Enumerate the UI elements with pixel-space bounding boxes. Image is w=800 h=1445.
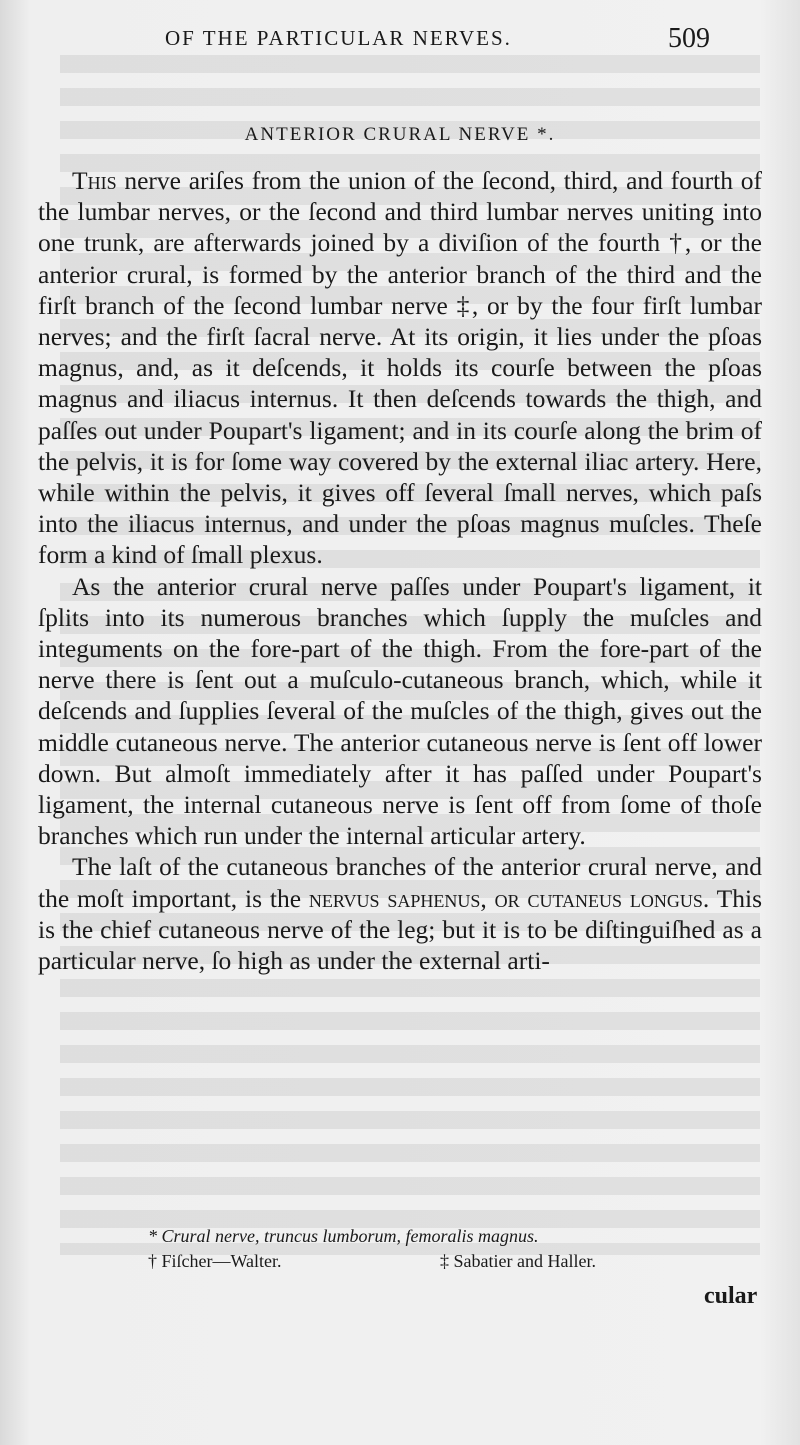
paragraph-text: nerve ariſes from the union of the ſecond, third, and fourth of the lumbar nerves, or the ſecond and third lumbar nerves uniting into one trunk, are afterwards joined by a diviſion of the fourth †, or the anterior crural, is formed by the anterior branch of the third and the firſt branch of the ſecond lumbar nerve ‡, or by the four firſt lumbar nerves; and the firſt ſacral nerve. At its origin, it lies under the pſoas magnus, and, as it deſcends, it holds its courſe between the pſoas magnus and iliacus internus. It then deſcends towards the thigh, and paſſes out under Poupart's ligament; and in its courſe along the brim of the pelvis, it is for ſome way covered by the external iliac artery. Here, while within the pelvis, it gives off ſeveral ſmall nerves, which paſs into the iliacus internus, and under the pſoas magnus muſcles. Theſe form a kind of ſmall plexus. [38, 166, 762, 570]
running-title: OF THE PARTICULAR NERVES. [165, 26, 512, 50]
nerve-name-small-caps: nervus saphenus, or cutaneus longus. [308, 883, 710, 913]
paragraph-2 [38, 571, 762, 852]
paragraph-text: This is the chief cutaneous nerve of the leg; but it is to be diſtinguiſhed as a particular nerve, ſo high as under the external arti- [38, 883, 763, 976]
page-number: 509 [668, 23, 710, 54]
paragraph-3 [38, 851, 762, 976]
catchword: cular [704, 1283, 758, 1309]
paragraph-1 [38, 165, 762, 571]
paragraph-text: As the anterior crural nerve paſſes under Poupart's ligament, it ſplits into its numerous branches which ſupply the muſcles and integuments on the fore-part of the thigh. From the fore-part of the nerve there is ſent out a muſculo-cutaneous branch, which, while it deſcends and ſupplies ſeveral of the muſcles of the thigh, gives out the middle cutaneous nerve. The anterior cutaneous nerve is ſent off lower down. But almoſt immediately after it has paſſed under Poupart's ligament, the internal cutaneous nerve is ſent off from ſome of thoſe branches which run under the internal articular artery. [38, 571, 762, 851]
footnote-dagger: † Fiſcher—Walter. [148, 1251, 282, 1271]
section-heading: ANTERIOR CRURAL NERVE *. [244, 124, 556, 145]
body-text [38, 165, 762, 976]
paragraph-text: The laſt of the cutaneous branches of the anterior crural nerve, and the moſt important, is the [38, 852, 762, 913]
page-header [0, 23, 800, 66]
paragraph-lead-word: This [72, 166, 117, 195]
footnote-star: * Crural nerve, truncus lumborum, femoralis magnus. [148, 1226, 539, 1246]
footnote-double-dagger: ‡ Sabatier and Haller. [440, 1251, 596, 1271]
